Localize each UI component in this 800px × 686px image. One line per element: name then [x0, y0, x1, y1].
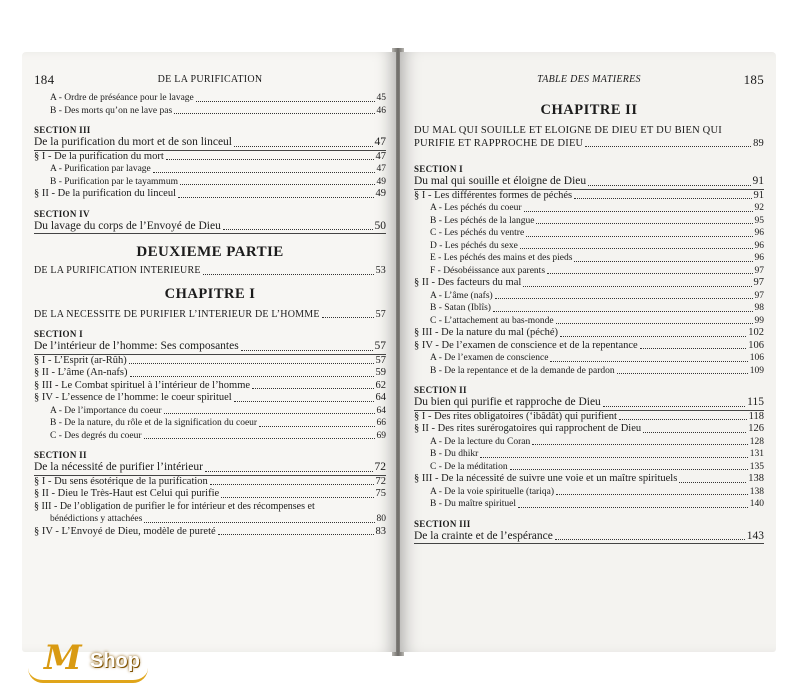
- toc-entry: [34, 476, 386, 489]
- section-label: SECTION III: [34, 125, 91, 135]
- toc-entry-text: Du lavage du corps de l’Envoyé de Dieu: [34, 219, 221, 232]
- toc-entry-text: § III - De l’obligation de purifier le for intérieur et des récompenses et: [34, 500, 315, 512]
- toc-entry-text: § I - L’Esprit (ar-Rûh): [34, 354, 127, 366]
- leader-dots: [617, 373, 748, 374]
- toc-entry-text: § II - L’âme (An-nafs): [34, 367, 128, 378]
- toc-entry: [34, 488, 386, 501]
- toc-entry: [34, 355, 386, 368]
- toc-page-number: 135: [749, 461, 764, 472]
- chapter-entry: [414, 125, 764, 150]
- leader-dots: [205, 471, 373, 472]
- leader-dots: [218, 534, 374, 535]
- toc-entry: [34, 151, 386, 164]
- toc-entry: [34, 163, 386, 176]
- toc-page-number: 72: [375, 475, 386, 487]
- leader-dots: [166, 159, 374, 160]
- leader-dots: [259, 426, 374, 427]
- toc-entry-text: § II - Des facteurs du mal: [414, 277, 522, 288]
- leader-dots: [547, 273, 752, 274]
- toc-page-number: 59: [375, 367, 386, 378]
- leader-dots: [203, 274, 374, 275]
- toc-page-number: 98: [754, 303, 764, 313]
- leader-dots: [520, 248, 753, 249]
- leader-dots: [223, 229, 373, 230]
- toc-entry-text: § I - Les différentes formes de péchés: [414, 189, 573, 201]
- leader-dots: [585, 146, 751, 147]
- toc-entry-text: B - Purification par le tayammum: [50, 176, 178, 187]
- toc-entry-text: DE LA NECESSITE DE PURIFIER L’INTERIEUR DE L’HOMME: [34, 308, 320, 320]
- section-label: SECTION III: [414, 518, 471, 529]
- toc-entry: [414, 175, 764, 190]
- toc-entry-text: § III - Le Combat spirituel à l’intérieur de l’homme: [34, 379, 251, 391]
- toc-entry-text: Du bien qui purifie et rapproche de Dieu: [414, 396, 601, 408]
- toc-entry: [414, 530, 764, 545]
- toc-entry-text: § IV - De l’examen de conscience et de la repentance: [414, 339, 638, 351]
- toc-entry: [414, 202, 764, 215]
- leader-dots: [532, 444, 748, 445]
- toc-entry-text: § IV - L’essence de l’homme: le coeur spirituel: [34, 392, 232, 403]
- toc-entry: [34, 105, 386, 118]
- toc-entry: [414, 315, 764, 328]
- right-page-content: [414, 74, 764, 544]
- toc-entry-text: B - Des morts qu’on ne lave pas: [50, 105, 173, 116]
- toc-entry-text: C - Les péchés du ventre: [430, 228, 525, 238]
- toc-page-number: 91: [753, 189, 764, 201]
- toc-page-number: 47: [376, 164, 386, 174]
- toc-page-number: 106: [749, 353, 764, 363]
- left-page-header: [34, 74, 386, 92]
- toc-entry: [414, 215, 764, 228]
- toc-entry: [34, 405, 386, 418]
- toc-page-number: 83: [375, 525, 386, 537]
- leader-dots: [153, 172, 375, 173]
- toc-entry: [414, 265, 764, 278]
- right-page: [400, 52, 776, 652]
- toc-page-number: 49: [376, 176, 386, 187]
- left-page-content: [34, 74, 386, 538]
- toc-entry-text: D - Les péchés du sexe: [430, 240, 518, 251]
- page-number: 184: [34, 72, 55, 87]
- toc-entry-line: [34, 501, 386, 514]
- leader-dots: [221, 497, 373, 498]
- toc-entry-text: B - Du dhikr: [430, 449, 479, 459]
- leader-dots: [526, 236, 752, 237]
- toc-page-number: 118: [748, 410, 764, 422]
- toc-entry-text: § III - De la nécessité de suivre une voie et un maître spirituels: [414, 473, 678, 484]
- leader-dots: [574, 198, 751, 199]
- toc-page-number: 47: [374, 136, 386, 148]
- toc-entry-text: B - Du maître spirituel: [430, 499, 517, 509]
- toc-page-number: 66: [376, 418, 386, 428]
- toc-entry: [34, 380, 386, 393]
- toc-entry: [414, 327, 764, 340]
- toc-entry-text: § II - Des rites surérogatoires qui rapprochent de Dieu: [414, 423, 642, 434]
- toc-entry: [414, 396, 764, 411]
- toc-page-number: 138: [749, 486, 764, 497]
- toc-group: [34, 526, 386, 539]
- toc-entry-text: De la nécessité de purifier l’intérieur: [34, 461, 203, 473]
- leader-dots: [560, 336, 746, 337]
- part-title: DEUXIEME PARTIE: [136, 244, 284, 260]
- toc-page-number: 138: [748, 473, 764, 484]
- leader-dots: [130, 376, 374, 377]
- leader-dots: [550, 361, 747, 362]
- toc-group: [414, 411, 764, 511]
- toc-page-number: 91: [752, 175, 764, 187]
- toc-entry: [34, 430, 386, 443]
- toc-group: [34, 136, 386, 151]
- toc-page-number: 64: [376, 405, 386, 416]
- toc-entry-text: A - De la voie spirituelle (tariqa): [430, 486, 554, 497]
- toc-entry-text: § IV - L’Envoyé de Dieu, modèle de pureté: [34, 525, 216, 537]
- toc-page-number: 96: [754, 240, 764, 251]
- toc-page-number: 140: [749, 499, 764, 509]
- toc-entry-text: B - De la repentance et de la demande de pardon: [430, 365, 615, 376]
- toc-entry: [34, 417, 386, 430]
- chapter-title: CHAPITRE I: [164, 285, 256, 302]
- leader-dots: [556, 494, 748, 495]
- leader-dots: [556, 323, 753, 324]
- page-number: 185: [743, 72, 764, 87]
- toc-page-number: 102: [748, 327, 764, 338]
- leader-dots: [523, 286, 751, 287]
- toc-entry-text: A - L’âme (nafs): [430, 290, 493, 301]
- toc-page-number: 50: [374, 219, 386, 232]
- left-page: [22, 52, 396, 678]
- leader-dots: [241, 350, 373, 351]
- toc-entry-text: DU MAL QUI SOUILLE ET ELOIGNE DE DIEU ET DU BIEN QUI: [414, 125, 722, 136]
- toc-page-number: 57: [374, 340, 386, 352]
- toc-page-number: 89: [753, 137, 764, 149]
- toc-entry: [414, 473, 764, 486]
- section-label: SECTION II: [34, 450, 87, 460]
- toc-entry: [414, 448, 764, 461]
- section-label: SECTION II: [414, 385, 467, 395]
- leader-dots: [174, 113, 374, 114]
- toc-page-number: 53: [375, 265, 386, 276]
- leader-dots: [252, 388, 373, 389]
- toc-group: [34, 265, 386, 278]
- right-page-header: [414, 74, 764, 92]
- toc-page-number: 131: [749, 449, 764, 459]
- toc-entry: [414, 423, 764, 436]
- toc-page-number: 75: [375, 488, 386, 499]
- toc-group: [34, 309, 386, 322]
- toc-page-number: 49: [375, 188, 386, 199]
- toc-group-top: [34, 92, 386, 117]
- toc-entry-text: F - Désobéissance aux parents: [430, 265, 546, 276]
- toc-page-number: 109: [749, 365, 764, 376]
- toc-entry: [34, 188, 386, 201]
- toc-entry: [34, 220, 386, 235]
- toc-entry: [34, 392, 386, 405]
- logo-text: Shop: [90, 650, 140, 672]
- leader-dots: [178, 197, 374, 198]
- leader-dots: [555, 539, 745, 540]
- toc-page-number: 62: [375, 379, 386, 391]
- leader-dots: [524, 211, 753, 212]
- toc-entry: [414, 190, 764, 203]
- toc-group: [34, 340, 386, 355]
- toc-entry-text: § I - Des rites obligatoires (‘ibâdât) qui purifient: [414, 410, 617, 422]
- toc-entry: [34, 461, 386, 476]
- toc-entry-text: A - Les péchés du coeur: [430, 203, 522, 213]
- toc-group: [34, 476, 386, 501]
- toc-entry: [414, 277, 764, 290]
- toc-entry: [34, 92, 386, 105]
- leader-dots: [510, 469, 748, 470]
- toc-entry: [34, 176, 386, 189]
- toc-page-number: 143: [746, 529, 764, 542]
- leader-dots: [144, 438, 375, 439]
- toc-group: [414, 530, 764, 545]
- toc-entry: [414, 461, 764, 474]
- section-label: SECTION IV: [34, 208, 90, 219]
- toc-entry: [34, 340, 386, 355]
- toc-page-number: 96: [754, 228, 764, 238]
- leader-dots: [495, 298, 753, 299]
- toc-group: [34, 461, 386, 476]
- leader-dots: [679, 482, 746, 483]
- toc-page-number: 57: [375, 308, 386, 320]
- toc-page-number: 45: [376, 93, 386, 103]
- toc-entry-text: B - Satan (Iblîs): [430, 303, 491, 313]
- toc-group: [34, 355, 386, 443]
- leader-dots: [234, 146, 373, 147]
- leader-dots: [234, 401, 374, 402]
- toc-entry-line: [34, 513, 386, 526]
- toc-page-number: 99: [754, 315, 764, 326]
- toc-entry: [414, 340, 764, 353]
- toc-entry-text: C - De la méditation: [430, 461, 508, 472]
- toc-entry: [34, 265, 386, 278]
- toc-entry: [34, 367, 386, 380]
- toc-entry-text: De la purification du mort et de son linceul: [34, 136, 232, 148]
- toc-entry-text: § III - De la nature du mal (péché): [414, 327, 559, 338]
- toc-entry-text: C - L’attachement au bas-monde: [430, 315, 554, 326]
- toc-page-number: 47: [375, 150, 386, 162]
- logo-mark: M: [44, 638, 82, 678]
- toc-page-number: 69: [376, 430, 386, 441]
- leader-dots: [129, 363, 374, 364]
- leader-dots: [588, 185, 750, 186]
- leader-dots: [322, 317, 374, 318]
- toc-entry: [414, 240, 764, 253]
- toc-page-number: 97: [754, 265, 764, 276]
- toc-entry-text: A - De la lecture du Coran: [430, 436, 531, 447]
- leader-dots: [536, 223, 752, 224]
- toc-entry-text: § I - Du sens ésotérique de la purification: [34, 475, 208, 487]
- toc-entry: [34, 526, 386, 539]
- toc-group: [34, 220, 386, 235]
- leader-dots: [164, 413, 375, 414]
- toc-entry-text: A - De l’importance du coeur: [50, 405, 162, 416]
- toc-entry: [414, 227, 764, 240]
- leader-dots: [518, 507, 748, 508]
- toc-page-number: 64: [375, 392, 386, 403]
- leader-dots: [493, 311, 753, 312]
- leader-dots: [619, 419, 747, 420]
- toc-entry-text: DE LA PURIFICATION INTERIEURE: [34, 265, 201, 276]
- toc-entry-text: Du mal qui souille et éloigne de Dieu: [414, 175, 587, 187]
- section-label: SECTION I: [414, 164, 463, 174]
- toc-entry-text: E - Les péchés des mains et des pieds: [430, 253, 573, 263]
- toc-entry-line: [414, 125, 764, 138]
- toc-entry: [414, 290, 764, 303]
- chapter-title: CHAPITRE II: [540, 102, 638, 118]
- toc-page-number: 126: [748, 423, 764, 434]
- toc-entry-line: [414, 138, 764, 151]
- toc-entry-text: B - De la nature, du rôle et de la signification du coeur: [50, 418, 258, 428]
- toc-entry-multiline: [34, 501, 386, 526]
- leader-dots: [640, 348, 747, 349]
- toc-group: [414, 175, 764, 190]
- toc-entry-text: A - Ordre de préséance pour le lavage: [50, 93, 194, 103]
- toc-entry-text: § II - Dieu le Très-Haut est Celui qui purifie: [34, 488, 220, 499]
- leader-dots: [603, 406, 745, 407]
- toc-entry-text: C - Des degrés du coeur: [50, 430, 142, 441]
- toc-entry: [34, 309, 386, 322]
- leader-dots: [196, 101, 375, 102]
- leader-dots: [643, 432, 746, 433]
- toc-entry: [414, 436, 764, 449]
- toc-entry-text: A - De l’examen de conscience: [430, 353, 549, 363]
- toc-entry-text: PURIFIE ET RAPPROCHE DE DIEU: [414, 137, 584, 149]
- toc-page-number: 57: [375, 354, 386, 366]
- toc-entry: [414, 302, 764, 315]
- toc-entry-text: De la crainte et de l’espérance: [414, 529, 553, 542]
- toc-entry: [414, 365, 764, 378]
- toc-entry: [34, 136, 386, 151]
- toc-group: [34, 151, 386, 201]
- toc-page-number: 95: [754, 215, 764, 226]
- leader-dots: [144, 522, 374, 523]
- toc-entry-text: bénédictions y attachées: [50, 514, 143, 524]
- toc-entry: [414, 252, 764, 265]
- leader-dots: [574, 261, 752, 262]
- toc-page-number: 128: [749, 436, 764, 447]
- toc-page-number: 97: [754, 290, 764, 301]
- toc-group: [414, 396, 764, 411]
- toc-entry: [414, 352, 764, 365]
- toc-entry: [414, 486, 764, 499]
- leader-dots: [180, 184, 375, 185]
- toc-entry-text: § II - De la purification du linceul: [34, 188, 176, 199]
- toc-page-number: 115: [747, 396, 764, 408]
- section-label: SECTION I: [34, 329, 83, 339]
- toc-entry: [414, 498, 764, 511]
- toc-page-number: 46: [376, 105, 386, 116]
- leader-dots: [480, 457, 747, 458]
- running-title: DE LA PURIFICATION: [157, 74, 263, 85]
- toc-page-number: 96: [754, 253, 764, 263]
- toc-page-number: 92: [754, 203, 764, 213]
- toc-page-number: 80: [376, 514, 386, 524]
- toc-page-number: 106: [748, 339, 764, 351]
- toc-page-number: 97: [753, 277, 764, 288]
- toc-entry-text: A - Purification par lavage: [50, 164, 151, 174]
- toc-entry-text: B - Les péchés de la langue: [430, 215, 535, 226]
- mshop-logo-icon: [28, 638, 168, 686]
- toc-entry: [414, 411, 764, 424]
- toc-page-number: 72: [374, 461, 386, 473]
- toc-entry-text: De l’intérieur de l’homme: Ses composantes: [34, 340, 239, 352]
- toc-entry-text: § I - De la purification du mort: [34, 150, 164, 162]
- toc-group: [414, 190, 764, 378]
- running-title: TABLE DES MATIERES: [537, 74, 641, 85]
- leader-dots: [210, 484, 374, 485]
